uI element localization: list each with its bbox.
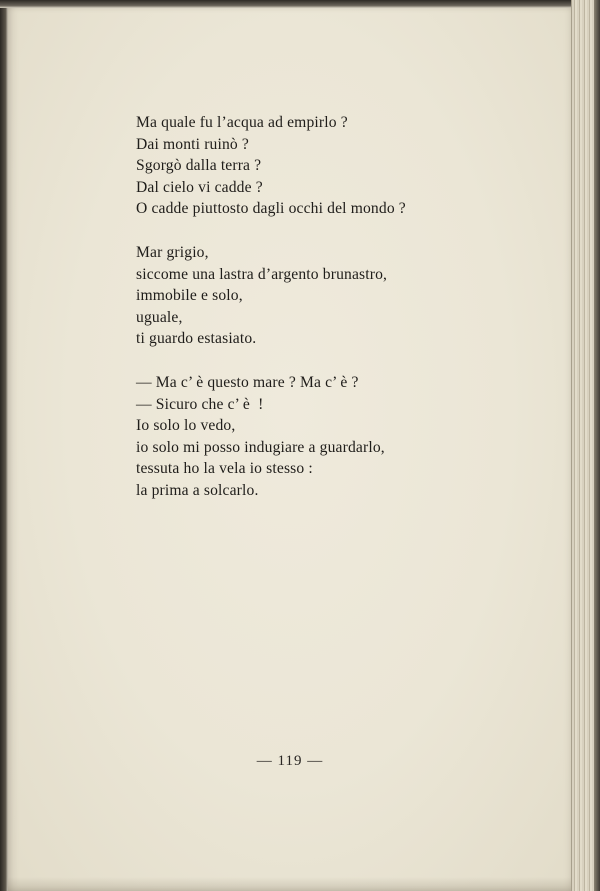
poem-line: Ma quale fu l’acqua ad empirlo ? [136, 114, 348, 131]
page [8, 8, 572, 891]
poem-line: io solo mi posso indugiare a guardarlo, [136, 438, 385, 456]
poem-line: Dal cielo vi cadde ? [136, 178, 263, 196]
poem-line: O cadde piuttosto dagli occhi del mondo ? [136, 200, 406, 218]
poem-line: tessuta ho la vela io stesso : [136, 460, 313, 478]
poem-line: Io solo lo vedo, [136, 417, 236, 435]
poem-text [136, 112, 406, 502]
poem-line: immobile e solo, [136, 287, 243, 305]
poem-line: — Sicuro che c’ è ! [136, 395, 264, 413]
poem-line: uguale, [136, 308, 183, 326]
binding-gutter [0, 0, 8, 891]
stanza-3 [136, 372, 406, 502]
poem-line: la prima a solcarlo. [136, 481, 259, 499]
poem-line: Mar grigio, [136, 243, 209, 261]
stanza-2 [136, 242, 406, 350]
top-edge [0, 0, 600, 8]
stanza-1 [136, 112, 406, 220]
poem-line: Dai monti ruinò ? [136, 135, 249, 153]
poem-line: — Ma c’ è questo mare ? Ma c’ è ? [136, 373, 359, 391]
poem-line: Sgorgò dalla terra ? [136, 157, 262, 175]
poem-line: siccome una lastra d’argento brunastro, [136, 265, 388, 283]
page-number: — 119 — [256, 753, 324, 769]
poem-line: ti guardo estasiato. [136, 330, 257, 348]
edge-shadow [594, 0, 600, 891]
page-bottom-shadow [8, 877, 572, 891]
